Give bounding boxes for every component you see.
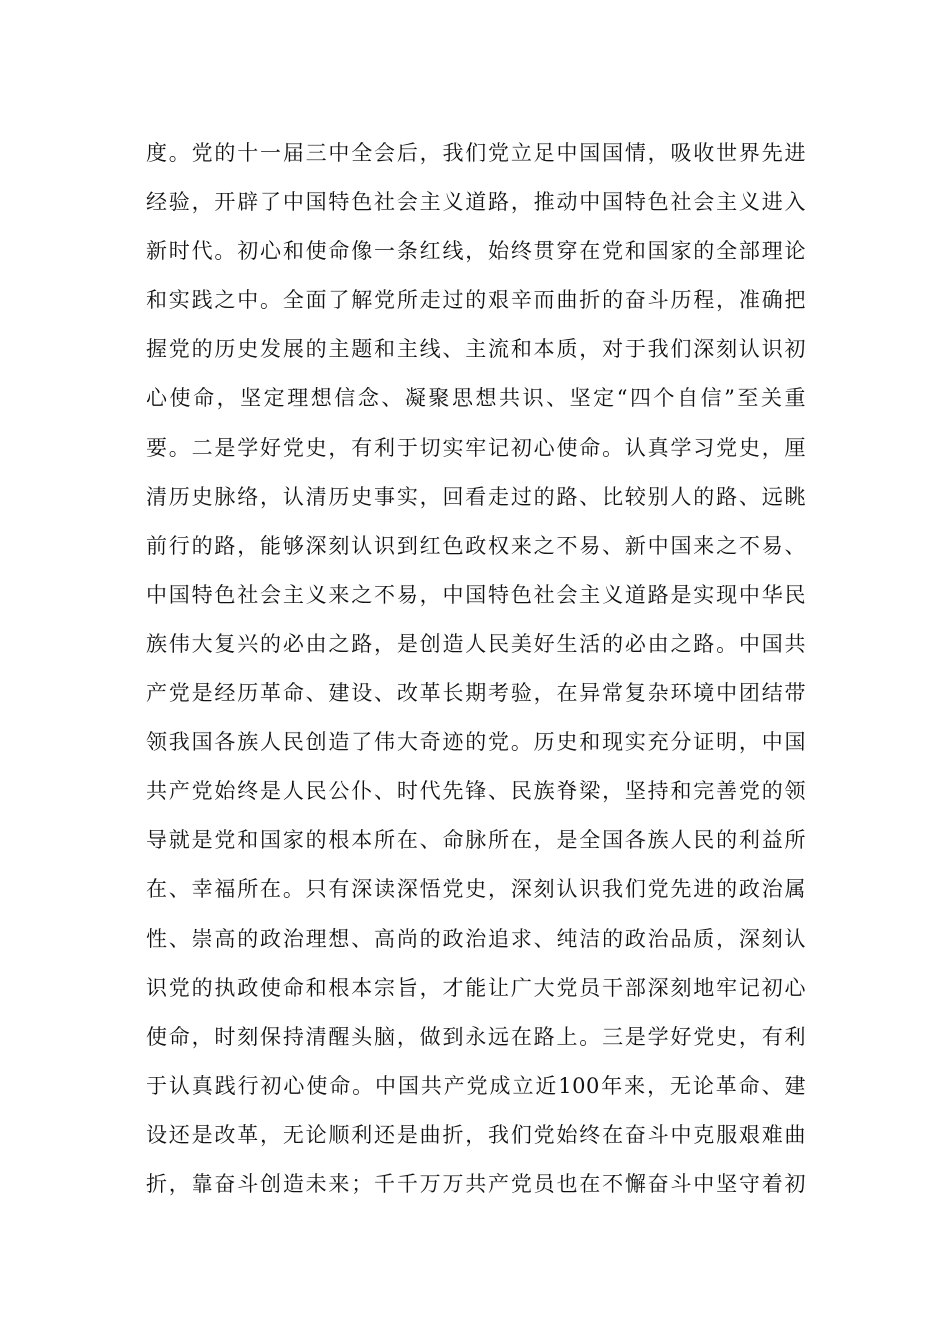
text-line-10: 中国特色社会主义来之不易，中国特色社会主义道路是实现中华民	[146, 582, 806, 607]
body-text	[146, 129, 806, 1209]
text-line-22: 折，靠奋斗创造未来；千千万万共产党员也在不懈奋斗中坚守着初	[146, 1171, 806, 1196]
text-line-13: 领我国各族人民创造了伟大奇迹的党。历史和现实充分证明，中国	[146, 730, 806, 755]
text-line-6: 心使命，坚定理想信念、凝聚思想共识、坚定“四个自信”至关重	[146, 386, 806, 411]
text-line-15: 导就是党和国家的根本所在、命脉所在，是全国各族人民的利益所	[146, 828, 806, 853]
text-line-16: 在、幸福所在。只有深读深悟党史，深刻认识我们党先进的政治属	[146, 877, 806, 902]
text-line-5: 握党的历史发展的主题和主线、主流和本质，对于我们深刻认识初	[146, 337, 806, 362]
text-line-11: 族伟大复兴的必由之路，是创造人民美好生活的必由之路。中国共	[146, 631, 806, 656]
text-line-1: 度。党的十一届三中全会后，我们党立足中国国情，吸收世界先进	[146, 141, 806, 165]
text-line-19: 使命，时刻保持清醒头脑，做到永远在路上。三是学好党史，有利	[146, 1024, 806, 1049]
text-line-14: 共产党始终是人民公仆、时代先锋、民族脊梁，坚持和完善党的领	[146, 779, 806, 804]
text-line-12: 产党是经历革命、建设、改革长期考验，在异常复杂环境中团结带	[146, 681, 806, 706]
text-line-17: 性、崇高的政治理想、高尚的政治追求、纯洁的政治品质，深刻认	[146, 926, 806, 951]
text-line-20: 于认真践行初心使命。中国共产党成立近100年来，无论革命、建	[146, 1073, 806, 1098]
text-line-8: 清历史脉络，认清历史事实，回看走过的路、比较别人的路、远眺	[146, 484, 806, 509]
text-line-21: 设还是改革，无论顺利还是曲折，我们党始终在奋斗中克服艰难曲	[146, 1122, 806, 1147]
text-line-3: 新时代。初心和使命像一条红线，始终贯穿在党和国家的全部理论	[146, 239, 806, 264]
text-line-9: 前行的路，能够深刻认识到红色政权来之不易、新中国来之不易、	[146, 533, 806, 558]
text-line-18: 识党的执政使命和根本宗旨，才能让广大党员干部深刻地牢记初心	[146, 975, 806, 1000]
text-line-4: 和实践之中。全面了解党所走过的艰辛而曲折的奋斗历程，准确把	[146, 288, 806, 313]
text-line-2: 经验，开辟了中国特色社会主义道路，推动中国特色社会主义进入	[146, 190, 806, 215]
text-line-7: 要。二是学好党史，有利于切实牢记初心使命。认真学习党史，厘	[146, 435, 806, 460]
